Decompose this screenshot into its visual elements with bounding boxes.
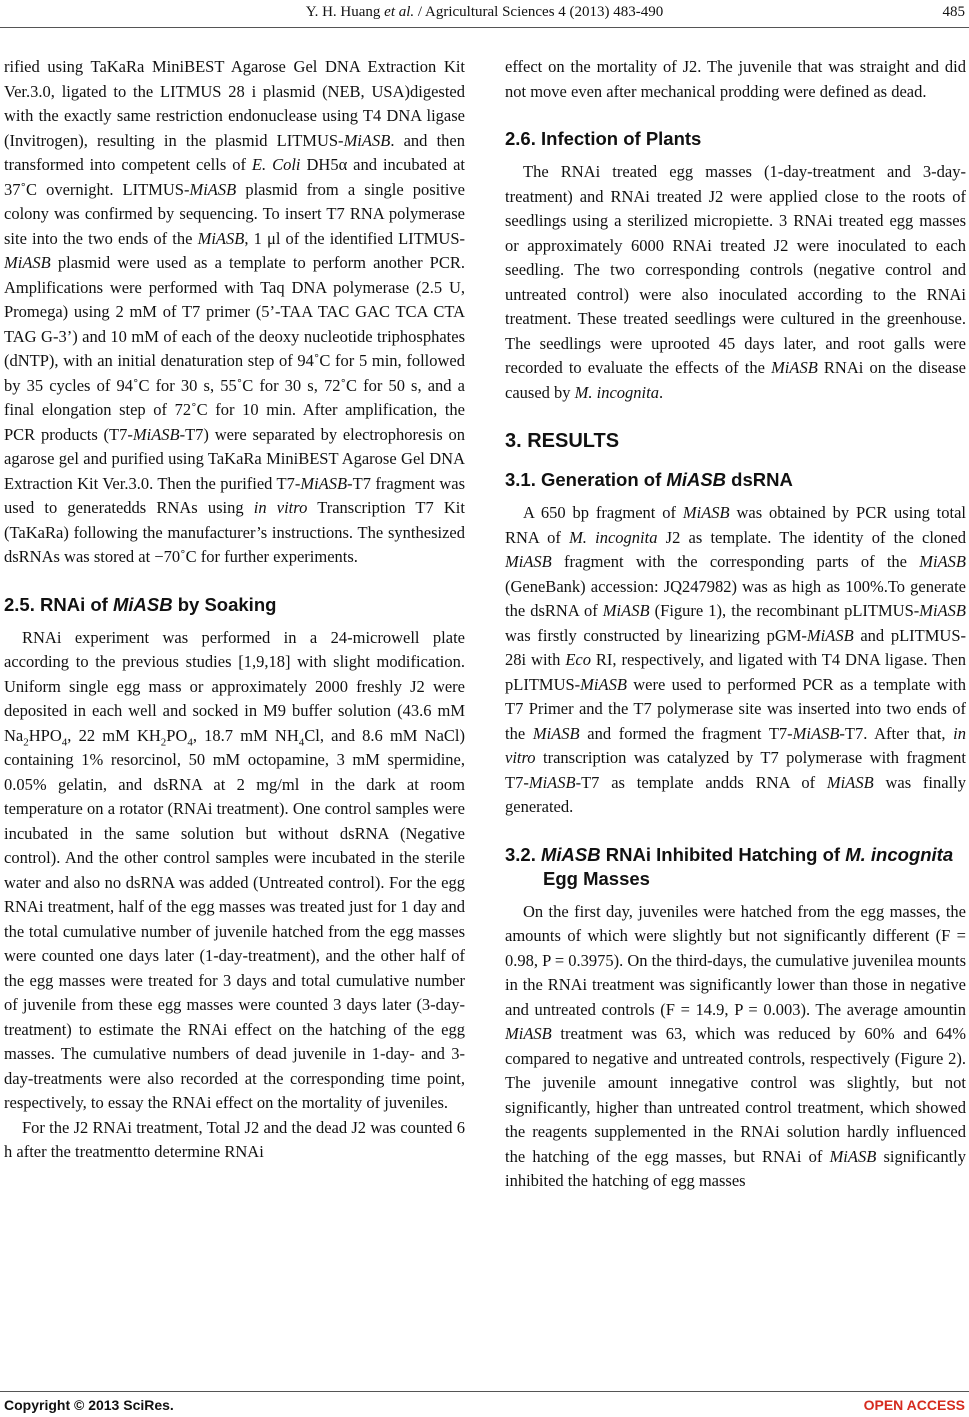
right-column [505,55,966,1194]
open-access-label: OPEN ACCESS [863,1397,965,1413]
rnai-soaking-paragraph: RNAi experiment was performed in a 24-microwell plate according to the previous studies [1,9,18] with slight modification. Uniform single egg mass or approximately 2000 freshly J2 were deposited in each well and socked in M9 buffer solution (43.6 mM $Na_2HPO_4$, 22 mM $KH_2PO_4$, 18.7 mM $NH_4Cl$, and 8.6 mM NaCl) containing 1% resorcinol, 50 mM octopamine, 3 mM spermidine, 0.05% gelatin, and dsRNA at 2 mg/ml in the dark at room temperature on a rotator (RNAi treatment). One control samples were incubated in the same solution but without dsRNA (Negative control). And the other control samples were incubated in the sterile water and also no dsRNA was added (Untreated control). For the egg RNAi treatment, half of the egg masses was treated just for 1 day and the total cumulative number of juvenile hatched from the egg masses were counted one days later (1-day-treatment), and the other half of the egg masses were treated for 3 days and total cumulative number of juvenile from these egg masses were counted 3 days later (3-day-treatment) to estimate the RNAi effect on the hatching of the egg masses. The cumulative numbers of dead juvenile in 1-day- and 3-day-treatments were also recorded at the corresponding time point, respectively, to essay the RNAi effect on the mortality of juveniles. [4,627,465,1112]
methods-paragraph: rified using TaKaRa MiniBEST Agarose Gel DNA Extraction Kit Ver.3.0, ligated to the LITMUS 28 i plasmid (NEB, USA)digested with the exactly same restriction endonuclease using T4 DNA ligase (Invitrogen), resulting in the plasmid LITMUS-MiASB. and then transformed into competent cells of E. Coli DH5α and incubated at 37˚C overnight. LITMUS-MiASB plasmid from a single positive colony was confirmed by sequencing. To insert T7 RNA polymerase site into the two ends of the MiASB, 1 μl of the identified LITMUS-MiASB plasmid were used as a template to perform another PCR. Amplifications were performed with Taq DNA polymerase (2.5 U, Promega) using 2 mM of T7 primer (5’-TAA TAC GAC TCA CTA TAG G-3’) and 10 mM of each of the deoxy nucleotide triphosphates (dNTP), with an initial denaturation step of 94˚C for 5 min, followed by 35 cycles of 94˚C for 30 s, 55˚C for 30 s, 72˚C for 50 s, and a final elongation step of 72˚C for 10 min. After amplification, the PCR products (T7-MiASB-T7) were separated by electrophoresis on agarose gel and purified using TaKaRa MiniBEST Agarose Gel DNA Extraction Kit Ver.3.0. Then the purified T7-MiASB-T7 fragment was used to generatedds RNAs using in vitro Transcription T7 Kit (TaKaRa) following the manufacturer’s instructions. The synthesized dsRNAs was stored at −70˚C for further experiments. [4,57,465,566]
section-heading-2-5: 2.5. RNAi of MiASB by Soaking [4,593,277,615]
running-head [0,4,969,24]
page-number: 485 [942,4,965,20]
running-head-text: Y. H. Huang et al. / Agricultural Sciences 4 (2013) 483-490 [305,4,664,20]
header-rule [0,27,969,28]
infection-paragraph: The RNAi treated egg masses (1-day-treatment and 3-day-treatment) and RNAi treated J2 were applied close to the roots of seedlings using a sterilized micropiette. 3 RNAi treated egg masses or approximately 6000 RNAi treated J2 were inoculated to each seedling. The two corresponding controls (negative control and untreated control) were also inoculated according to the RNAi treatment. These treated seedlings were cultured in the greenhouse. The seedlings were uprooted 45 days later, and root galls were recorded to evaluate the effects of the MiASB RNAi on the disease caused by M. incognita. [505,162,967,402]
dsrna-generation-paragraph: A 650 bp fragment of MiASB was obtained by PCR using total RNA of M. incognita J2 as template. The identity of the cloned MiASB fragment with the corresponding parts of the MiASB (GeneBank) accession: JQ247982) was as high as 100%.To generate the dsRNA of MiASB (Figure 1), the recombinant pLITMUS-MiASB was firstly constructed by linearizing pGM-MiASB and pLITMUS-28i with Eco RI, respectively, and ligated with T4 DNA ligase. Then pLITMUS-MiASB were used to performed PCR as a template with T7 Primer and the T7 polymerase site was inserted into two ends of the MiASB and formed the fragment T7-MiASB-T7. After that, in vitro transcription was catalyzed by T7 polymerase with fragment T7-MiASB-T7 as template andds RNA of MiASB was finally generated. [505,503,967,816]
section-heading-3-1: 3.1. Generation of MiASB dsRNA [505,469,793,490]
section-heading-2-6: 2.6. Infection of Plants [505,128,702,149]
left-column [4,55,465,1165]
j2-treatment-paragraph: For the J2 RNAi treatment, Total J2 and the dead J2 was counted 6 h after the treatmentto determine RNAi [4,1117,465,1161]
section-heading-3-2: 3.2. MiASB RNAi Inhibited Hatching of M. incognita Egg Masses [505,843,954,889]
mortality-paragraph: effect on the mortality of J2. The juvenile that was straight and did not move even after mechanical prodding were defined as dead. [505,57,966,101]
section-heading-results: 3. RESULTS [505,430,620,452]
hatching-results-paragraph: On the first day, juveniles were hatched from the egg masses, the amounts of which were slightly but not significantly different (F = 0.98, P = 0.3975). On the third-days, the cumulative juvenilea mounts in the RNAi treatment was significantly lower than those in negative and untreated controls (F = 14.9, P = 0.003). The average amountin MiASB treatment was 63, which was reduced by 60% and 64% compared to negative and untreated controls, respectively (Figure 2). The juvenile amount innegative control was slightly, but not significantly, higher than untreated control treatment, which showed the reagents supplemented in the RNAi solution hardly influenced the hatching of the egg masses, but RNAi of MiASB significantly inhibited the hatching of egg masses [505,901,966,1190]
footer [4,1397,965,1415]
footer-rule [0,1391,969,1392]
copyright-text: Copyright © 2013 SciRes. [4,1397,174,1413]
